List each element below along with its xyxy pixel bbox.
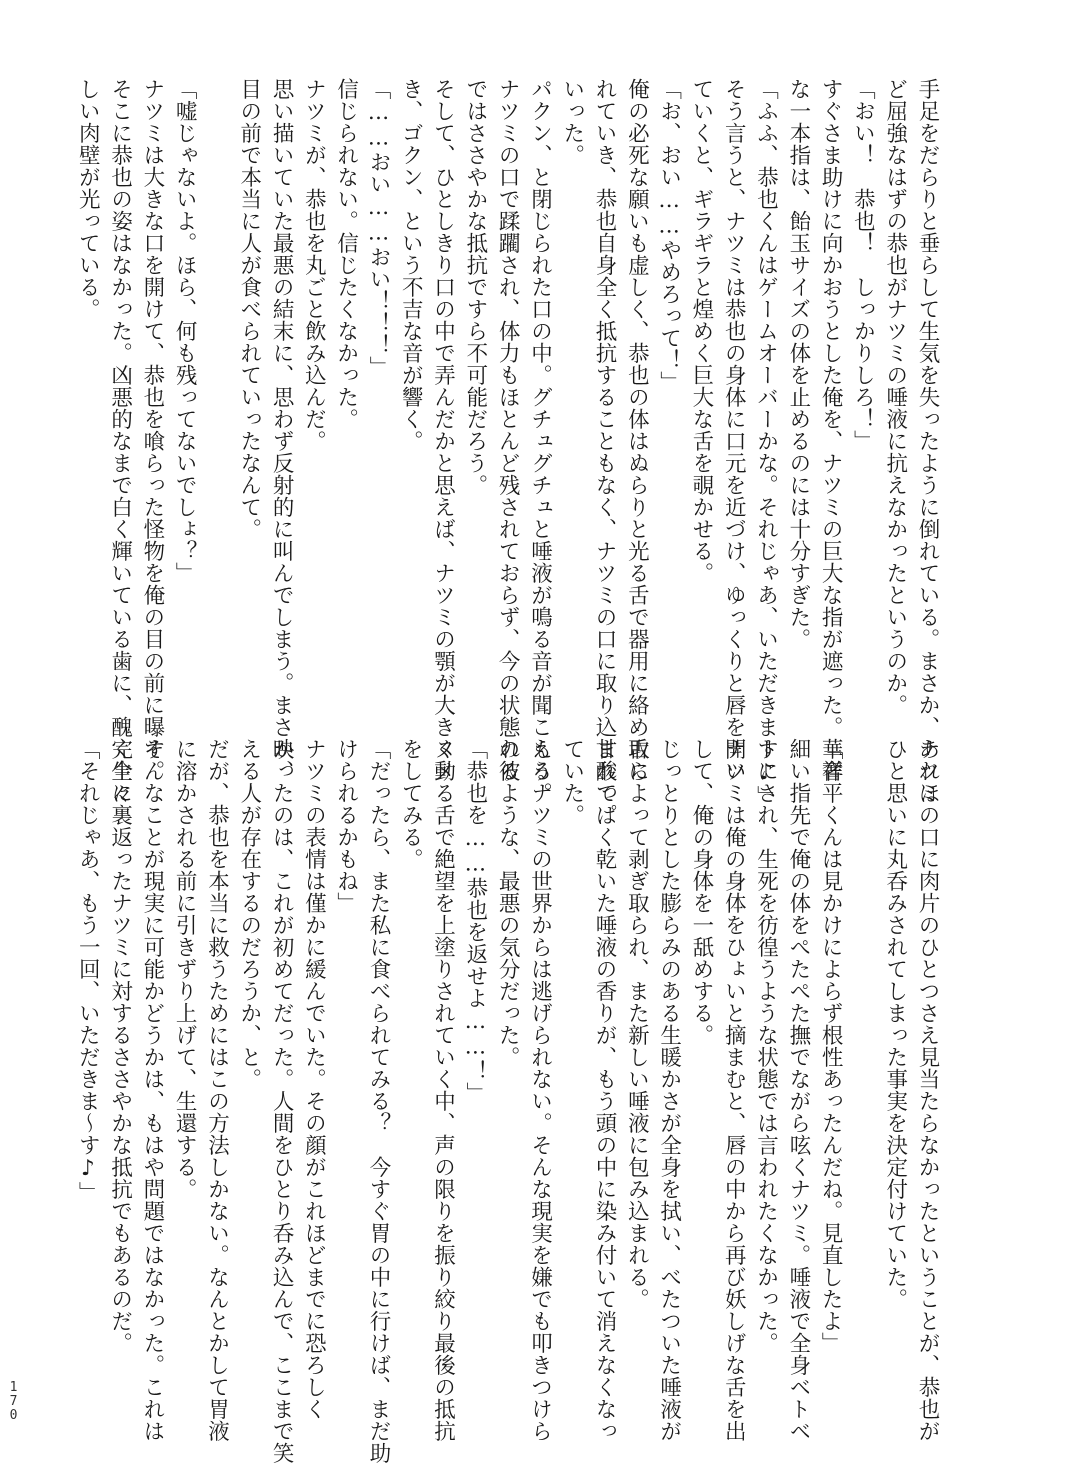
text-line: 「お、おい……やめろって！」 xyxy=(656,78,682,393)
text-line xyxy=(200,78,232,718)
text-line xyxy=(846,738,878,1378)
text-line: に溶かされる前に引きずり上げて、生還する。 xyxy=(172,738,198,1200)
text-line: けられるかもね」 xyxy=(333,738,359,914)
text-line: れるような、最悪の気分だった。 xyxy=(495,738,521,1068)
page-number: 170 xyxy=(6,1380,21,1422)
text-line: いった。 xyxy=(559,78,585,166)
text-line: き、ゴクン、という不吉な音が響く。 xyxy=(398,78,424,452)
text-line: して、俺の身体を一舐めする。 xyxy=(688,738,714,1046)
text-line: 「祥平くんは見かけによらず根性あったんだね。見直したよ」 xyxy=(818,738,844,1354)
text-line: トにされ、生死を彷徨うような状態では言われたくなかった。 xyxy=(753,738,779,1354)
text-line: すぐさま助けに向かおうとした俺を、ナツミの巨大な指が遮った。華奢 xyxy=(818,78,844,782)
text-line: ナツミの表情は僅かに緩んでいた。その顔がこれほどまでに恐ろしく xyxy=(301,738,327,1420)
text-line: 「だったら、また私に食べられてみる？ 今すぐ胃の中に行けば、まだ助 xyxy=(365,738,391,1464)
text-line: ナツミは俺の身体をひょいと摘まむと、唇の中から再び妖しげな舌を出 xyxy=(721,738,747,1442)
text-block-bottom xyxy=(75,738,943,1464)
text-line: れていき、恭也自身全く抵抗することもなく、ナツミの口に取り込まれて xyxy=(592,78,618,804)
text-line: じっとりとした膨らみのある生暖かさが全身を拭い、べたついた唾液が xyxy=(656,738,682,1442)
text-line: 甘酸っぱく乾いた唾液の香りが、もう頭の中に染み付いて消えなくなっ xyxy=(592,738,618,1442)
text-line: だが、恭也を本当に救うためにはこの方法しかない。なんとかして胃液 xyxy=(204,738,230,1442)
text-line: ど屈強なはずの恭也がナツミの唾液に抗えなかったというのか。 xyxy=(882,78,908,716)
text-line: ナツミの口で蹂躙され、体力もほとんど残されておらず、今の状態の彼 xyxy=(495,78,521,782)
text-line: そんなことが現実に可能かどうかは、もはや問題ではなかった。これは xyxy=(139,738,165,1442)
text-line: ていた。 xyxy=(559,738,585,826)
text-line: 「おい！ 恭也！ しっかりしろ！」 xyxy=(850,78,876,452)
text-line: な一本指は、飴玉サイズの体を止めるのには十分すぎた。 xyxy=(785,78,811,650)
text-line: そして、ひとしきり口の中で弄んだかと思えば、ナツミの顎が大きく動 xyxy=(430,78,456,782)
text-line: 「嘘じゃないよ。ほら、何も残ってないでしょ？」 xyxy=(172,78,198,584)
text-line: 「恭也を……恭也を返せよ……！」 xyxy=(462,738,488,1104)
text-line: をしてみる。 xyxy=(398,738,424,870)
text-line: ナツミは大きな口を開けて、恭也を喰らった怪物を俺の目の前に曝す。 xyxy=(139,78,165,782)
text-line: ていくと、ギラギラと煌めく巨大な舌を覗かせる。 xyxy=(688,78,714,584)
text-line: ヌメる舌で絶望を上塗りされていく中、声の限りを振り絞り最後の抵抗 xyxy=(430,738,456,1442)
text-line: ひと思いに丸呑みされてしまった事実を決定付けていた。 xyxy=(882,738,908,1310)
text-line: ナツミが、恭也を丸ごと飲み込んだ。 xyxy=(301,78,327,452)
text-line: 手足をだらりと垂らして生気を失ったように倒れている。まさか、あれほ xyxy=(915,78,940,804)
text-line: 映ったのは、これが初めてだった。人間をひとり呑み込んで、ここまで笑 xyxy=(269,738,295,1464)
text-line: 「それじゃあ、もう一回、いただきま～す♪」 xyxy=(75,738,101,1204)
text-line: 目の前で本当に人が食べられていったなんて。 xyxy=(236,78,262,540)
text-line: そう言うと、ナツミは恭也の身体に口元を近づけ、ゆっくりと唇を開い xyxy=(721,78,747,782)
text-line: 「……おい……おい！！！」 xyxy=(365,78,391,378)
text-line: ではささやかな抵抗ですら不可能だろう。 xyxy=(462,78,488,496)
text-line: 信じられない。信じたくなかった。 xyxy=(333,78,359,430)
text-line: 完全に裏返ったナツミに対するささやかな抵抗でもあるのだ。 xyxy=(107,738,133,1354)
text-line: 思い描いていた最悪の結末に、思わず反射的に叫んでしまう。まさか、 xyxy=(269,78,295,782)
text-line: 俺の必死な願いも虚しく、恭也の体はぬらりと光る舌で器用に絡め取ら xyxy=(624,78,650,782)
text-line: もうナツミの世界からは逃げられない。そんな現実を嫌でも叩きつけら xyxy=(527,738,553,1442)
text-line: 「ふふ、恭也くんはゲームオーバーかな。それじゃあ、いただきます♪」 xyxy=(753,78,779,808)
text-line: 細い指先で俺の体をぺたぺた撫でながら呟くナツミ。唾液で全身ベトベ xyxy=(785,738,811,1442)
text-line: パクン、と閉じられた口の中。グチュグチュと唾液が鳴る音が聞こえる。 xyxy=(527,78,553,804)
text-line: ナツミの口に肉片のひとつさえ見当たらなかったということが、恭也が xyxy=(915,738,940,1442)
text-line: しい肉壁が光っている。 xyxy=(75,78,101,320)
text-line: そこに恭也の姿はなかった。凶悪的なまで白く輝いている歯に、醜く生々 xyxy=(107,78,133,804)
text-line: 舌によって剥ぎ取られ、また新しい唾液に包み込まれる。 xyxy=(624,738,650,1310)
text-line: える人が存在するのだろうか、と。 xyxy=(236,738,262,1090)
